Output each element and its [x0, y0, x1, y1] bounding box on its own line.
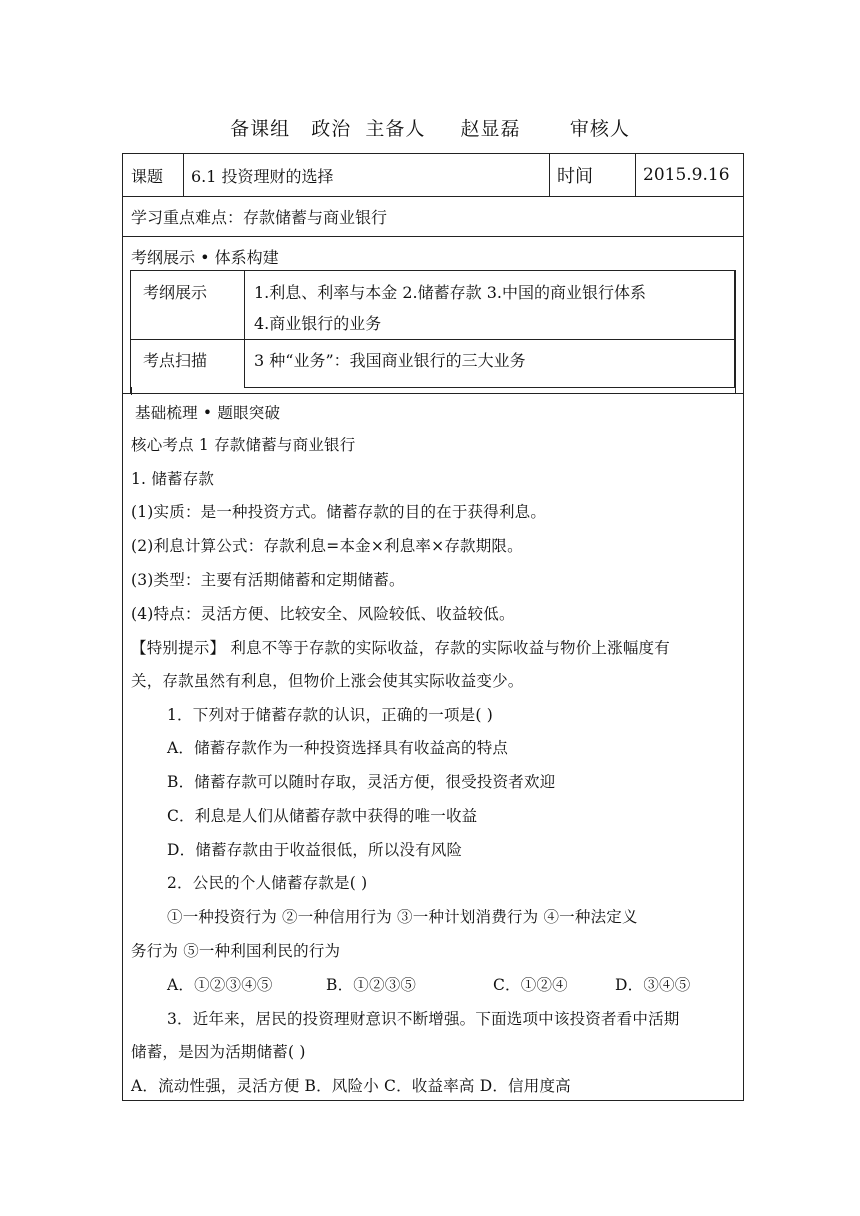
document-header: 备课组 政治 主备人 赵显磊 审核人	[230, 118, 630, 140]
content-area	[123, 394, 743, 1100]
point-4: (4)特点：灵活方便、比较安全、风险较低、收益较低。	[131, 605, 515, 623]
question-1-option-d: D．储蓄存款由于收益很低，所以没有风险	[167, 841, 463, 859]
special-tip-line-1: 【特别提示】 利息不等于存款的实际收益，存款的实际收益与物价上涨幅度有	[131, 639, 670, 657]
point-3: (3)类型：主要有活期储蓄和定期储蓄。	[131, 571, 405, 589]
time-value: 2015.9.16	[643, 165, 730, 185]
core-title: 核心考点 1 存款储蓄与商业银行	[131, 436, 356, 454]
sub-title: 1. 储蓄存款	[131, 470, 215, 488]
outline-title: 考纲展示 • 体系构建	[131, 248, 279, 267]
question-2-option-b: B．①②③⑤	[326, 976, 417, 994]
question-2-items-line-1: ①一种投资行为 ②一种信用行为 ③一种计划消费行为 ④一种法定义	[167, 908, 638, 926]
question-1-option-c: C．利息是人们从储蓄存款中获得的唯一收益	[167, 807, 478, 825]
point-1: (1)实质：是一种投资方式。储蓄存款的目的在于获得利息。	[131, 503, 547, 521]
question-3-options: A．流动性强，灵活方便 B．风险小 C．收益率高 D．信用度高	[131, 1077, 571, 1095]
scan-line: 3 种“业务”：我国商业银行的三大业务	[254, 351, 526, 370]
topic-value: 6.1 投资理财的选择	[191, 166, 334, 186]
question-1-stem: 1．下列对于储蓄存款的认识，正确的一项是( )	[167, 706, 493, 724]
basics-title: 基础梳理 • 题眼突破	[135, 404, 281, 422]
scan-label: 考点扫描	[143, 351, 208, 370]
syllabus-line-1: 1.利息、利率与本金 2.储蓄存款 3.中国的商业银行体系	[254, 283, 646, 302]
lesson-plan-table	[122, 153, 744, 1101]
key-points-row	[123, 197, 743, 237]
key-points: 学习重点难点：存款储蓄与商业银行	[131, 208, 388, 227]
info-row	[123, 154, 743, 197]
question-2-option-c: C．①②④	[493, 976, 568, 994]
special-tip-line-2: 关，存款虽然有利息，但物价上涨会使其实际收益变少。	[131, 672, 524, 690]
topic-label: 课题	[131, 166, 164, 186]
syllabus-line-2: 4.商业银行的业务	[254, 314, 382, 333]
question-2-items-line-2: 务行为 ⑤一种利国利民的行为	[131, 942, 341, 960]
question-3-stem-line-2: 储蓄，是因为活期储蓄( )	[131, 1043, 306, 1061]
question-1-option-b: B．储蓄存款可以随时存取，灵活方便，很受投资者欢迎	[167, 773, 556, 791]
question-1-option-a: A．储蓄存款作为一种投资选择具有收益高的特点	[167, 739, 509, 757]
question-2-option-a: A．①②③④⑤	[167, 976, 273, 994]
outline-row-syllabus	[131, 271, 735, 340]
question-2-option-d: D．③④⑤	[615, 976, 691, 994]
question-2-stem: 2．公民的个人储蓄存款是( )	[167, 874, 368, 892]
question-3-stem-line-1: 3．近年来，居民的投资理财意识不断增强。下面选项中该投资者看中活期	[167, 1010, 680, 1028]
point-2: (2)利息计算公式：存款利息=本金×利息率×存款期限。	[131, 537, 523, 555]
outline-inner-table	[130, 270, 736, 394]
time-label: 时间	[557, 166, 593, 187]
syllabus-label: 考纲展示	[143, 283, 208, 302]
outline-row	[123, 237, 743, 394]
outline-row-scan	[131, 339, 735, 387]
